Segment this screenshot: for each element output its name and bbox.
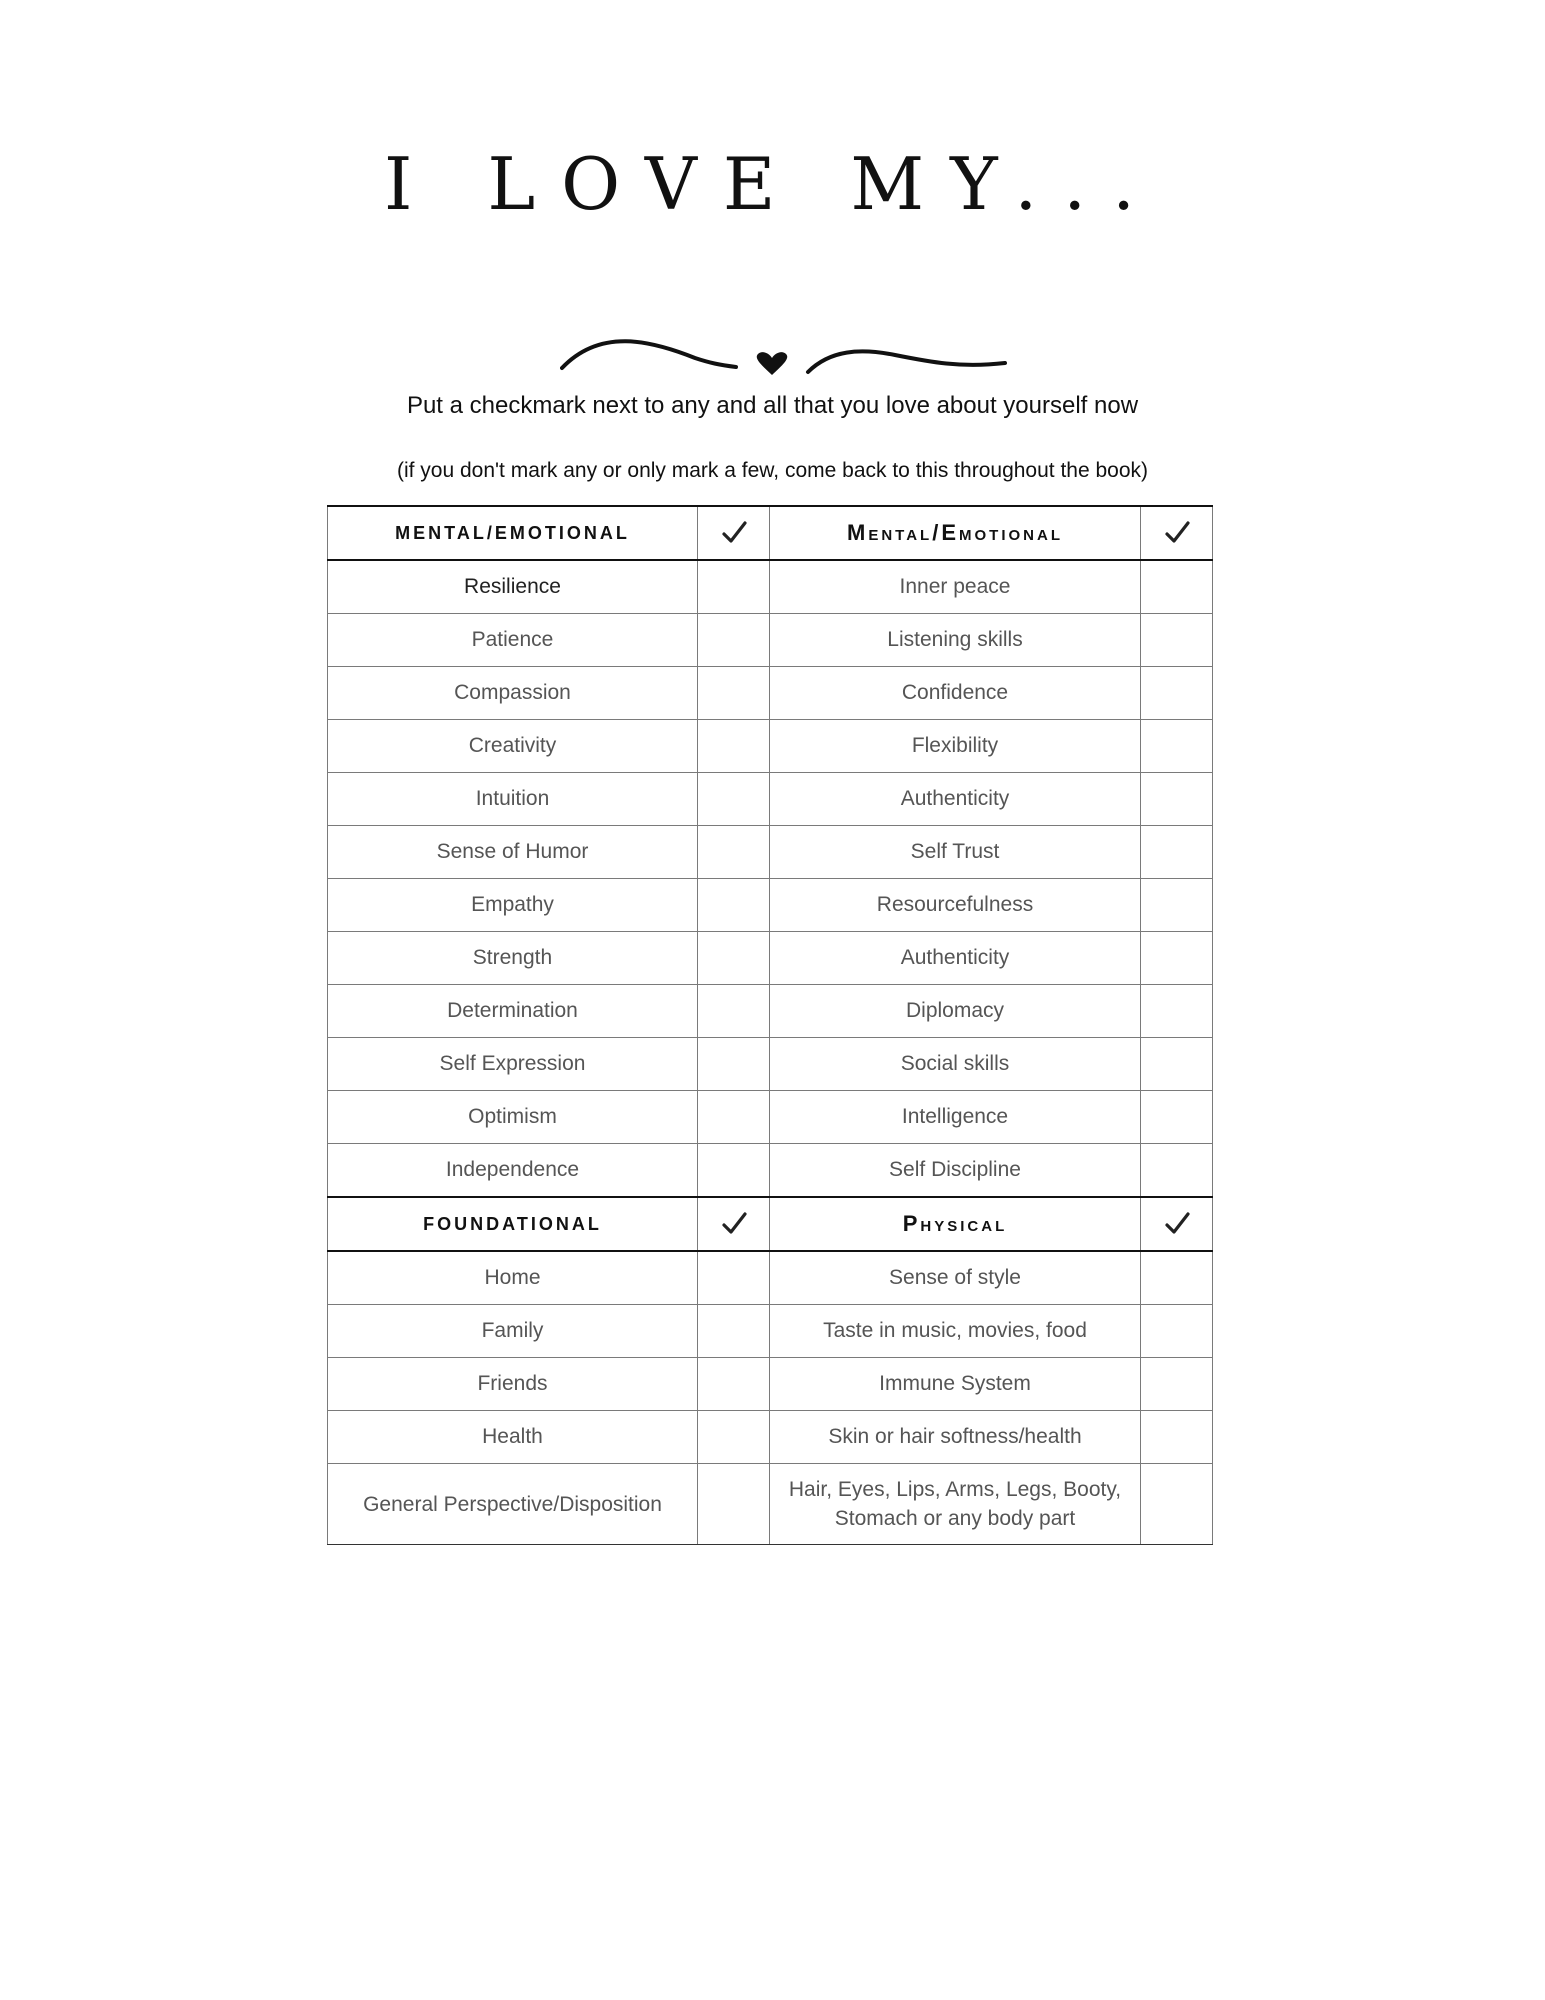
trait-label: Empathy — [328, 879, 698, 932]
heart-icon — [757, 352, 787, 375]
trait-label: Compassion — [328, 667, 698, 720]
checkbox-cell[interactable] — [698, 560, 770, 614]
table-row — [328, 932, 1213, 985]
trait-label: Flexibility — [770, 720, 1141, 773]
trait-label: Optimism — [328, 1091, 698, 1144]
trait-label: Listening skills — [770, 614, 1141, 667]
trait-label: Authenticity — [770, 773, 1141, 826]
checklist-table — [327, 505, 1213, 1545]
trait-label: Intelligence — [770, 1091, 1141, 1144]
checkbox-cell[interactable] — [1141, 1305, 1213, 1358]
checkbox-cell[interactable] — [1141, 614, 1213, 667]
checkbox-cell[interactable] — [698, 1038, 770, 1091]
trait-label: Immune System — [770, 1358, 1141, 1411]
instructions-note: (if you don't mark any or only mark a few, come back to this throughout the book) — [396, 459, 1149, 482]
check-column-header — [698, 506, 770, 560]
checkbox-cell[interactable] — [698, 614, 770, 667]
table-row — [328, 1251, 1213, 1305]
trait-label: Confidence — [770, 667, 1141, 720]
checkbox-cell[interactable] — [1141, 720, 1213, 773]
table-row — [328, 720, 1213, 773]
checkbox-cell[interactable] — [1141, 1144, 1213, 1198]
section-header-row — [328, 506, 1213, 560]
table-row — [328, 1144, 1213, 1198]
checkbox-cell[interactable] — [698, 1305, 770, 1358]
checkbox-cell[interactable] — [1141, 1091, 1213, 1144]
trait-label: Strength — [328, 932, 698, 985]
trait-label: Diplomacy — [770, 985, 1141, 1038]
table-row — [328, 1358, 1213, 1411]
trait-label: Determination — [328, 985, 698, 1038]
trait-label: Sense of style — [770, 1251, 1141, 1305]
checklist-body — [328, 506, 1213, 1545]
checkbox-cell[interactable] — [1141, 773, 1213, 826]
check-column-header — [1141, 506, 1213, 560]
trait-label: Health — [328, 1411, 698, 1464]
table-row — [328, 1091, 1213, 1144]
checkbox-cell[interactable] — [698, 1358, 770, 1411]
trait-label: Intuition — [328, 773, 698, 826]
check-column-header — [698, 1197, 770, 1251]
trait-label: Self Expression — [328, 1038, 698, 1091]
check-column-header — [1141, 1197, 1213, 1251]
table-row — [328, 667, 1213, 720]
trait-label: Hair, Eyes, Lips, Arms, Legs, Booty, Stomach or any body part — [770, 1464, 1141, 1545]
section-right-header: Mental/Emotional — [770, 506, 1141, 560]
trait-label: Self Trust — [770, 826, 1141, 879]
instructions: Put a checkmark next to any and all that you love about yourself now — [406, 392, 1139, 419]
checkbox-cell[interactable] — [698, 932, 770, 985]
table-row — [328, 614, 1213, 667]
checkbox-cell[interactable] — [1141, 879, 1213, 932]
table-row — [328, 1464, 1213, 1545]
page-title: I LOVE MY... — [384, 142, 1161, 226]
trait-label: General Perspective/Disposition — [328, 1464, 698, 1545]
trait-label: Family — [328, 1305, 698, 1358]
checkbox-cell[interactable] — [1141, 667, 1213, 720]
checkbox-cell[interactable] — [1141, 1358, 1213, 1411]
section-left-header: MENTAL/EMOTIONAL — [328, 506, 698, 560]
trait-label: Taste in music, movies, food — [770, 1305, 1141, 1358]
checkbox-cell[interactable] — [1141, 560, 1213, 614]
checkbox-cell[interactable] — [698, 720, 770, 773]
checkbox-cell[interactable] — [698, 879, 770, 932]
checkbox-cell[interactable] — [1141, 1411, 1213, 1464]
table-row — [328, 1038, 1213, 1091]
trait-label: Home — [328, 1251, 698, 1305]
checkmark-icon — [1164, 522, 1190, 542]
checkbox-cell[interactable] — [698, 985, 770, 1038]
trait-label: Patience — [328, 614, 698, 667]
checkmark-icon — [721, 1213, 747, 1233]
section-right-header: Physical — [770, 1197, 1141, 1251]
table-row — [328, 560, 1213, 614]
table-row — [328, 879, 1213, 932]
checkbox-cell[interactable] — [698, 1144, 770, 1198]
trait-label: Friends — [328, 1358, 698, 1411]
checkbox-cell[interactable] — [698, 667, 770, 720]
trait-label: Skin or hair softness/health — [770, 1411, 1141, 1464]
checkbox-cell[interactable] — [1141, 1464, 1213, 1545]
section-header-row — [328, 1197, 1213, 1251]
trait-label: Inner peace — [770, 560, 1141, 614]
checkbox-cell[interactable] — [698, 1464, 770, 1545]
table-row — [328, 1305, 1213, 1358]
checkbox-cell[interactable] — [698, 1091, 770, 1144]
trait-label: Resilience — [328, 560, 698, 614]
checkbox-cell[interactable] — [1141, 985, 1213, 1038]
table-row — [328, 985, 1213, 1038]
checkmark-icon — [1164, 1213, 1190, 1233]
trait-label: Self Discipline — [770, 1144, 1141, 1198]
trait-label: Sense of Humor — [328, 826, 698, 879]
checkbox-cell[interactable] — [698, 773, 770, 826]
section-left-header: FOUNDATIONAL — [328, 1197, 698, 1251]
trait-label: Creativity — [328, 720, 698, 773]
checkbox-cell[interactable] — [1141, 1038, 1213, 1091]
table-row — [328, 826, 1213, 879]
trait-label: Resourcefulness — [770, 879, 1141, 932]
checkbox-cell[interactable] — [1141, 1251, 1213, 1305]
checkbox-cell[interactable] — [1141, 826, 1213, 879]
table-row — [328, 773, 1213, 826]
checkbox-cell[interactable] — [698, 826, 770, 879]
trait-label: Independence — [328, 1144, 698, 1198]
trait-label: Authenticity — [770, 932, 1141, 985]
checkmark-icon — [721, 522, 747, 542]
checkbox-cell[interactable] — [698, 1251, 770, 1305]
heart-divider-icon — [560, 330, 1010, 380]
checkbox-cell[interactable] — [698, 1411, 770, 1464]
trait-label: Social skills — [770, 1038, 1141, 1091]
table-row — [328, 1411, 1213, 1464]
checkbox-cell[interactable] — [1141, 932, 1213, 985]
